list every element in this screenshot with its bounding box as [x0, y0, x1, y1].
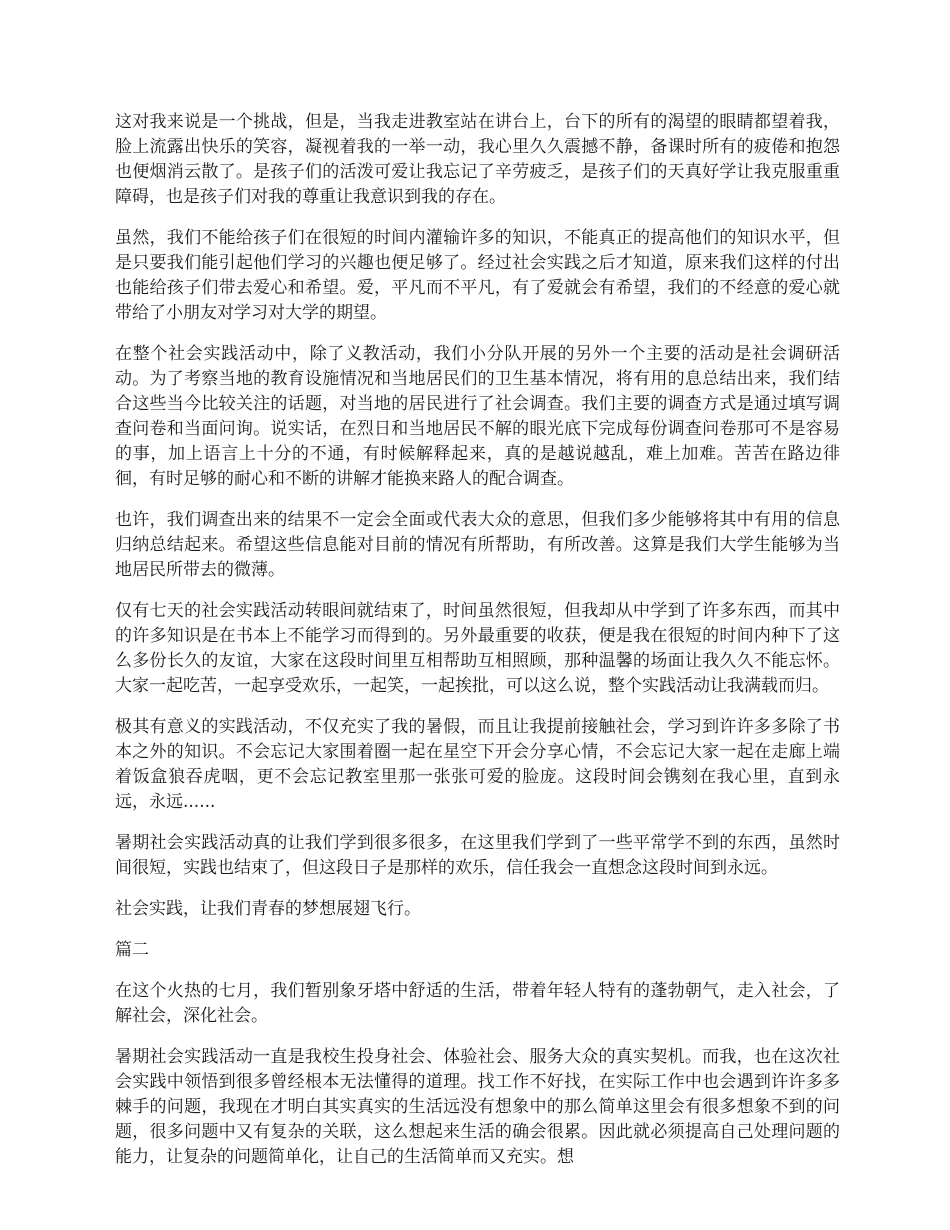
section-heading: 篇二 — [115, 940, 149, 960]
paragraph-10: 暑期社会实践活动一直是我校生投身社会、体验社会、服务大众的真实契机。而我，也在这次社会实践中领悟到很多曾经根本无法懂得的道理。找工作不好找，在实际工作中也会遇到许许多多棘手的问题，我现在才明白其实真实的生活远没有想象中的那么简单这里会有很多想象不到的问题，很多问题中又有复杂的关联，这么想起来生活的确会很累。因此就必须提高自己处理问题的能力，让复杂的问题简单化，让自己的生活简单而又充实。想 — [115, 1047, 840, 1167]
paragraph-7: 暑期社会实践活动真的让我们学到很多很多，在这里我们学到了一些平常学不到的东西，虽然时间很短，实践也结束了，但这段日子是那样的欢乐，信任我会一直想念这段时间到永远。 — [115, 833, 840, 878]
paragraph-8: 社会实践，让我们青春的梦想展翅飞行。 — [115, 899, 421, 919]
paragraph-2: 虽然，我们不能给孩子们在很短的时间内灌输许多的知识，不能真正的提高他们的知识水平，但是只要我们能引起他们学习的兴趣也便足够了。经过社会实践之后才知道，原来我们这样的付出也能给孩子们带去爱心和希望。爱，平凡而不平凡，有了爱就会有希望，我们的不经意的爱心就带给了小朋友对学习对大学的期望。 — [115, 228, 840, 323]
paragraph-3: 在整个社会实践活动中，除了义教活动，我们小分队开展的另外一个主要的活动是社会调研活动。为了考察当地的教育设施情况和当地居民们的卫生基本情况，将有用的息总结出来，我们结合这些当今比较关注的话题，对当地的居民进行了社会调查。我们主要的调查方式是通过填写调查问卷和当面问询。说实话，在烈日和当地居民不解的眼光底下完成每份调查问卷那可不是容易的事，加上语言上十分的不通，有时候解释起来，真的是越说越乱，难上加难。苦苦在路边徘徊，有时足够的耐心和不断的讲解才能换来路人的配合调查。 — [115, 344, 840, 489]
paragraph-5: 仅有七天的社会实践活动转眼间就结束了，时间虽然很短，但我却从中学到了许多东西，而其中的许多知识是在书本上不能学习而得到的。另外最重要的收获，便是我在很短的时间内种下了这么多份长久的友谊，大家在这段时间里互相帮助互相照顾，那种温馨的场面让我久久不能忘怀。大家一起吃苦，一起享受欢乐，一起笑，一起挨批，可以这么说，整个实践活动让我满载而归。 — [115, 601, 840, 696]
paragraph-1: 这对我来说是一个挑战，但是，当我走进教室站在讲台上，台下的所有的渴望的眼睛都望着我，脸上流露出快乐的笑容，凝视着我的一举一动，我心里久久震撼不静，备课时所有的疲倦和抱怨也便烟消云散了。是孩子们的活泼可爱让我忘记了辛劳疲乏，是孩子们的天真好学让我克服重重障碍，也是孩子们对我的尊重让我意识到我的存在。 — [115, 112, 840, 207]
document-body — [115, 110, 840, 1186]
paragraph-4: 也许，我们调查出来的结果不一定会全面或代表大众的意思，但我们多少能够将其中有用的信息归纳总结起来。希望这些信息能对目前的情况有所帮助，有所改善。这算是我们大学生能够为当地居民所带去的微薄。 — [115, 510, 840, 580]
paragraph-9: 在这个火热的七月，我们暂别象牙塔中舒适的生活，带着年轻人特有的蓬勃朝气，走入社会，了解社会，深化社会。 — [115, 981, 840, 1026]
paragraph-6: 极其有意义的实践活动，不仅充实了我的暑假，而且让我提前接触社会，学习到许许多多除了书本之外的知识。不会忘记大家围着圈一起在星空下开会分享心情，不会忘记大家一起在走廊上端着饭盒狼吞虎咽，更不会忘记教室里那一张张可爱的脸庞。这段时间会镌刻在我心里，直到永远，永远...... — [115, 717, 840, 812]
